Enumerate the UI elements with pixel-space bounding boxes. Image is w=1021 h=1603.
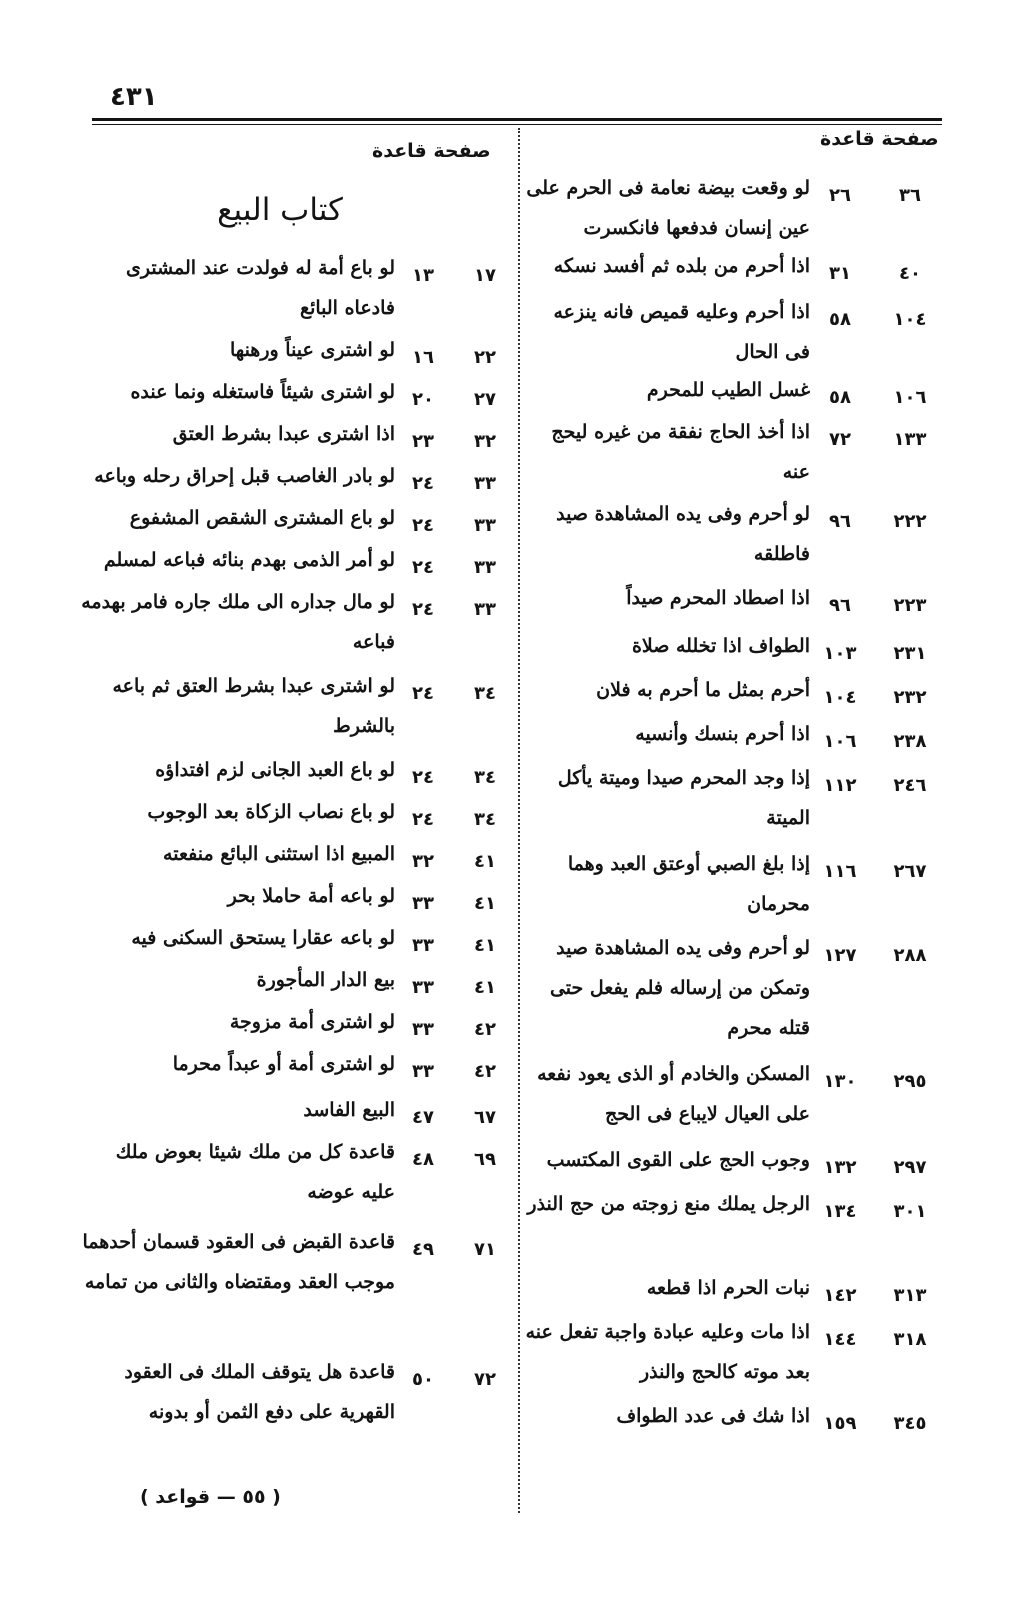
index-row (80, 1132, 512, 1212)
header-rule (92, 118, 942, 121)
entry-text: اذا اصطاد المحرم صيداً (626, 587, 810, 609)
page-ref: ٢٢٣ (893, 595, 927, 616)
rule-ref: ٣٢ (412, 851, 434, 872)
index-row (525, 844, 945, 924)
page-ref: ٣٣ (474, 557, 496, 578)
page-ref: ٢٩٥ (893, 1071, 927, 1092)
index-row (80, 248, 512, 328)
entry-text: وجوب الحج على القوى المكتسب (546, 1149, 810, 1171)
page-ref: ٤١ (474, 935, 496, 956)
index-row (525, 412, 945, 492)
page-ref: ٣٤٥ (893, 1413, 927, 1434)
entry-text: الطواف اذا تخلله صلاة (631, 635, 810, 657)
rule-ref: ١٤٤ (823, 1329, 857, 1350)
page-ref: ٣٣ (474, 515, 496, 536)
rule-ref: ١٣ (412, 265, 434, 286)
entry-text: لو باعه أمة حاملا بحر (227, 885, 395, 907)
page-ref: ٧٢ (474, 1369, 496, 1390)
page-ref: ٢٢٢ (893, 511, 927, 532)
page-ref: ٢٨٨ (893, 945, 927, 966)
left-column-header: صفحة قاعدة (372, 140, 491, 162)
entry-text: لو أحرم وفى يده المشاهدة صيد وتمكن من إرساله فلم يفعل حتى قتله محرم (549, 937, 810, 1039)
page-ref: ٢٩٧ (893, 1157, 927, 1178)
rule-ref: ٣١ (829, 263, 851, 284)
index-row (80, 330, 512, 370)
rule-ref: ٤٨ (412, 1149, 434, 1170)
entry-text: لو باعه عقارا يستحق السكنى فيه (131, 927, 395, 949)
page-ref: ٧١ (474, 1239, 496, 1260)
entry-text: الرجل يملك منع زوجته من حج النذر (527, 1193, 810, 1215)
entry-text: لو باع العبد الجانى لزم افتداؤه (155, 759, 395, 781)
entry-text: اذا شك فى عدد الطواف (616, 1405, 810, 1427)
page-ref: ٣٤ (474, 683, 496, 704)
entry-text: بيع الدار المأجورة (256, 969, 395, 991)
index-row (525, 494, 945, 574)
page-ref: ٣٤ (474, 767, 496, 788)
page-ref: ١٣٣ (893, 429, 927, 450)
index-row (525, 246, 945, 286)
rule-ref: ٢٤ (412, 767, 434, 788)
rule-ref: ٤٧ (412, 1107, 434, 1128)
footer-signature: ( ٥٥ — قواعد ) (140, 1486, 281, 1508)
rule-ref: ١٦ (412, 347, 434, 368)
index-row (80, 792, 512, 832)
page-ref: ٤٢ (474, 1061, 496, 1082)
page-ref: ٤١ (474, 977, 496, 998)
rule-ref: ٣٣ (412, 977, 434, 998)
rule-ref: ١١٦ (823, 861, 857, 882)
page-ref: ٣٣ (474, 473, 496, 494)
entry-text: اذا مات وعليه عبادة واجبة تفعل عنه بعد موته كالحج والنذر (525, 1321, 810, 1383)
rule-ref: ٢٤ (412, 683, 434, 704)
page-ref: ٣٦ (899, 185, 921, 206)
page-ref: ٢٢ (474, 347, 496, 368)
index-row (525, 578, 945, 618)
index-row (525, 626, 945, 666)
index-row (525, 758, 945, 838)
page-ref: ٦٧ (474, 1107, 496, 1128)
rule-ref: ٥٠ (412, 1369, 434, 1390)
page-ref: ٢٣١ (893, 643, 927, 664)
rule-ref: ٥٨ (829, 309, 851, 330)
rule-ref: ١٠٣ (823, 643, 857, 664)
rule-ref: ٢٦ (829, 185, 851, 206)
page-ref: ٤٢ (474, 1019, 496, 1040)
entry-text: أحرم بمثل ما أحرم به فلان (596, 679, 810, 701)
entry-text: قاعدة هل يتوقف الملك فى العقود القهرية على دفع الثمن أو بدونه (124, 1361, 395, 1423)
rule-ref: ١٣٢ (823, 1157, 857, 1178)
rule-ref: ١٣٠ (823, 1071, 857, 1092)
page-ref: ٢٣٢ (893, 687, 927, 708)
entry-text: قاعدة القبض فى العقود قسمان أحدهما موجب العقد ومقتضاه والثانى من تمامه (82, 1231, 395, 1293)
entry-text: اذا أحرم من بلده ثم أفسد نسكه (553, 255, 810, 277)
rule-ref: ٣٣ (412, 1019, 434, 1040)
index-row (525, 1140, 945, 1180)
index-row (525, 292, 945, 372)
page-ref: ١٧ (474, 265, 496, 286)
header-rule-thin (92, 124, 942, 125)
entry-text: غسل الطيب للمحرم (646, 379, 810, 401)
index-row (80, 1002, 512, 1042)
entry-text: قاعدة كل من ملك شيئا بعوض ملك عليه عوضه (115, 1141, 395, 1203)
entry-text: لو باع نصاب الزكاة بعد الوجوب (147, 801, 395, 823)
page-ref: ٤٠ (899, 263, 921, 284)
index-row (80, 834, 512, 874)
rule-ref: ١٠٦ (823, 731, 857, 752)
rule-ref: ٢٤ (412, 809, 434, 830)
index-row (525, 928, 945, 1048)
rule-ref: ٢٠ (412, 389, 434, 410)
index-row (80, 666, 512, 746)
entry-text: لو باع المشترى الشقص المشفوع (129, 507, 395, 529)
entry-text: إذا بلغ الصبي أوعتق العبد وهما محرمان (567, 853, 810, 915)
index-row (80, 1044, 512, 1084)
entry-text: المسكن والخادم أو الذى يعود نفعه على العيال لايباع فى الحج (537, 1063, 810, 1125)
rule-ref: ٣٣ (412, 1061, 434, 1082)
rule-ref: ٤٩ (412, 1239, 434, 1260)
index-row (80, 372, 512, 412)
index-row (525, 1312, 945, 1392)
page-ref: ٣٤ (474, 809, 496, 830)
page-ref: ٣٢ (474, 431, 496, 452)
index-row (525, 370, 945, 410)
rule-ref: ٢٤ (412, 473, 434, 494)
index-row (525, 670, 945, 710)
entry-text: لو اشترى أمة مزوجة (229, 1011, 395, 1033)
entry-text: إذا وجد المحرم صيدا وميتة يأكل الميتة (557, 767, 810, 829)
index-row (80, 918, 512, 958)
index-row (80, 876, 512, 916)
page-ref: ٢٣٨ (893, 731, 927, 752)
entry-text: لو أحرم وفى يده المشاهدة صيد فاطلقه (556, 503, 810, 565)
page-ref: ٤١ (474, 893, 496, 914)
index-row (525, 1184, 945, 1264)
page-ref: ٣٣ (474, 599, 496, 620)
index-row (80, 960, 512, 1000)
page-ref: ١٠٦ (893, 387, 927, 408)
page-ref: ٦٩ (474, 1149, 496, 1170)
entry-text: لو اشترى شيئاً فاستغله ونما عنده (130, 381, 395, 403)
index-row (80, 1352, 512, 1432)
entry-text: اذا أحرم وعليه قميص فانه ينزعه فى الحال (553, 301, 810, 363)
rule-ref: ٣٣ (412, 935, 434, 956)
entry-text: لو باع أمة له فولدت عند المشترى فادعاه البائع (125, 257, 395, 319)
page-number: ٤٣١ (110, 82, 158, 112)
index-row (525, 714, 945, 754)
column-divider (518, 128, 520, 1513)
rule-ref: ١٥٩ (823, 1413, 857, 1434)
rule-ref: ٢٤ (412, 557, 434, 578)
index-row (80, 582, 512, 662)
entry-text: لو اشترى عيناً ورهنها (230, 339, 395, 361)
entry-text: نبات الحرم اذا قطعه (646, 1277, 810, 1299)
index-row (80, 414, 512, 454)
index-row (80, 1090, 512, 1130)
section-title: كتاب البيع (217, 192, 343, 228)
index-row (80, 456, 512, 496)
index-row (80, 1222, 512, 1342)
index-row (525, 1268, 945, 1308)
index-row (80, 540, 512, 580)
rule-ref: ١٠٤ (823, 687, 857, 708)
page-ref: ٣١٣ (893, 1285, 927, 1306)
entry-text: اذا أخذ الحاج نفقة من غيره ليحج عنه (551, 421, 810, 483)
rule-ref: ٢٤ (412, 599, 434, 620)
page-ref: ٢٦٧ (893, 861, 927, 882)
page-ref: ٣١٨ (893, 1329, 927, 1350)
right-column-header: صفحة قاعدة (820, 128, 939, 150)
rule-ref: ١٤٢ (823, 1285, 857, 1306)
index-row (80, 750, 512, 790)
entry-text: المبيع اذا استثنى البائع منفعته (163, 843, 395, 865)
entry-text: اذا أحرم بنسك وأنسيه (635, 723, 810, 745)
index-row (525, 1396, 945, 1436)
page-ref: ٣٠١ (893, 1201, 927, 1222)
page-ref: ٤١ (474, 851, 496, 872)
page-ref: ١٠٤ (893, 309, 927, 330)
entry-text: البيع الفاسد (303, 1099, 395, 1121)
rule-ref: ١١٢ (823, 775, 857, 796)
index-row (525, 1054, 945, 1134)
entry-text: اذا اشترى عبدا بشرط العتق (172, 423, 395, 445)
page-ref: ٢٤٦ (893, 775, 927, 796)
rule-ref: ٢٣ (412, 431, 434, 452)
entry-text: لو بادر الغاصب قبل إحراق رحله وباعه (94, 465, 395, 487)
rule-ref: ٣٣ (412, 893, 434, 914)
rule-ref: ٩٦ (829, 511, 851, 532)
index-row (525, 168, 945, 248)
entry-text: لو اشترى عبدا بشرط العتق ثم باعه بالشرط (112, 675, 395, 737)
entry-text: لو مال جداره الى ملك جاره فامر بهدمه فباعه (81, 591, 395, 653)
rule-ref: ٥٨ (829, 387, 851, 408)
rule-ref: ٢٤ (412, 515, 434, 536)
index-row (80, 498, 512, 538)
rule-ref: ٩٦ (829, 595, 851, 616)
page-ref: ٢٧ (474, 389, 496, 410)
entry-text: لو اشترى أمة أو عبداً محرما (172, 1053, 395, 1075)
rule-ref: ٧٢ (829, 429, 851, 450)
entry-text: لو أمر الذمى بهدم بنائه فباعه لمسلم (103, 549, 395, 571)
entry-text: لو وقعت بيضة نعامة فى الحرم على عين إنسان فدفعها فانكسرت (526, 177, 810, 239)
rule-ref: ١٣٤ (823, 1201, 857, 1222)
rule-ref: ١٢٧ (823, 945, 857, 966)
